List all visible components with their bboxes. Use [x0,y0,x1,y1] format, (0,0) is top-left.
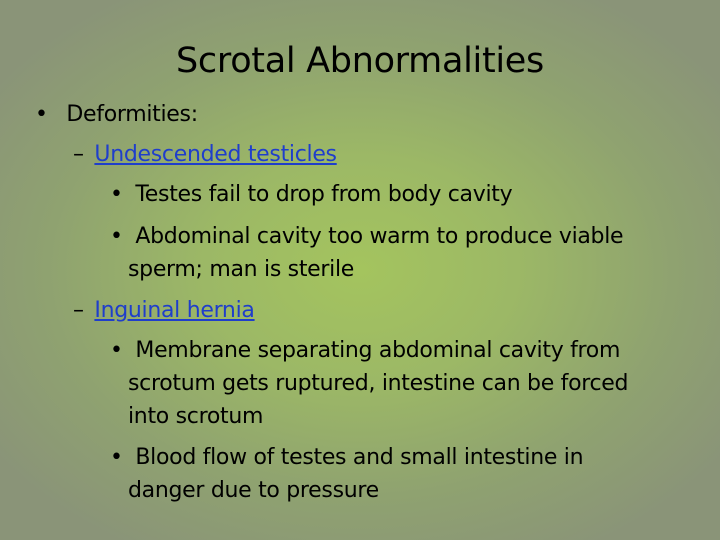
point-membrane-cont-2 [128,402,263,432]
sub-item-undescended [73,140,337,170]
bullet-icon: • [35,102,48,127]
link-inguinal-hernia[interactable]: Inguinal hernia [94,298,255,323]
dash-icon: – [73,142,84,167]
bullet-icon: • [110,224,123,249]
point-text: Abdominal cavity too warm to produce viable [135,224,624,249]
point-text: Testes fail to drop from body cavity [135,182,513,207]
bullet-deformities [35,100,198,130]
point-text: into scrotum [128,404,264,429]
point-blood-flow-cont [128,476,379,506]
point-testes-fail [110,180,512,210]
point-text: Membrane separating abdominal cavity from [135,338,621,363]
point-text: scrotum gets ruptured, intestine can be forced [128,371,629,396]
point-text: danger due to pressure [128,478,379,503]
dash-icon: – [73,298,84,323]
point-text: sperm; man is sterile [128,257,355,282]
link-undescended-testicles[interactable]: Undescended testicles [94,142,337,167]
point-text: Blood flow of testes and small intestine in [135,445,584,470]
point-membrane [110,336,620,366]
bullet-icon: • [110,338,123,363]
point-blood-flow [110,443,583,473]
sub-item-inguinal [73,296,255,326]
bullet-label: Deformities: [66,102,198,127]
point-membrane-cont-1 [128,369,628,399]
slide-title: Scrotal Abnormalities [176,41,544,81]
point-abdominal-warm-cont [128,255,354,285]
point-abdominal-warm [110,222,623,252]
bullet-icon: • [110,445,123,470]
bullet-icon: • [110,182,123,207]
